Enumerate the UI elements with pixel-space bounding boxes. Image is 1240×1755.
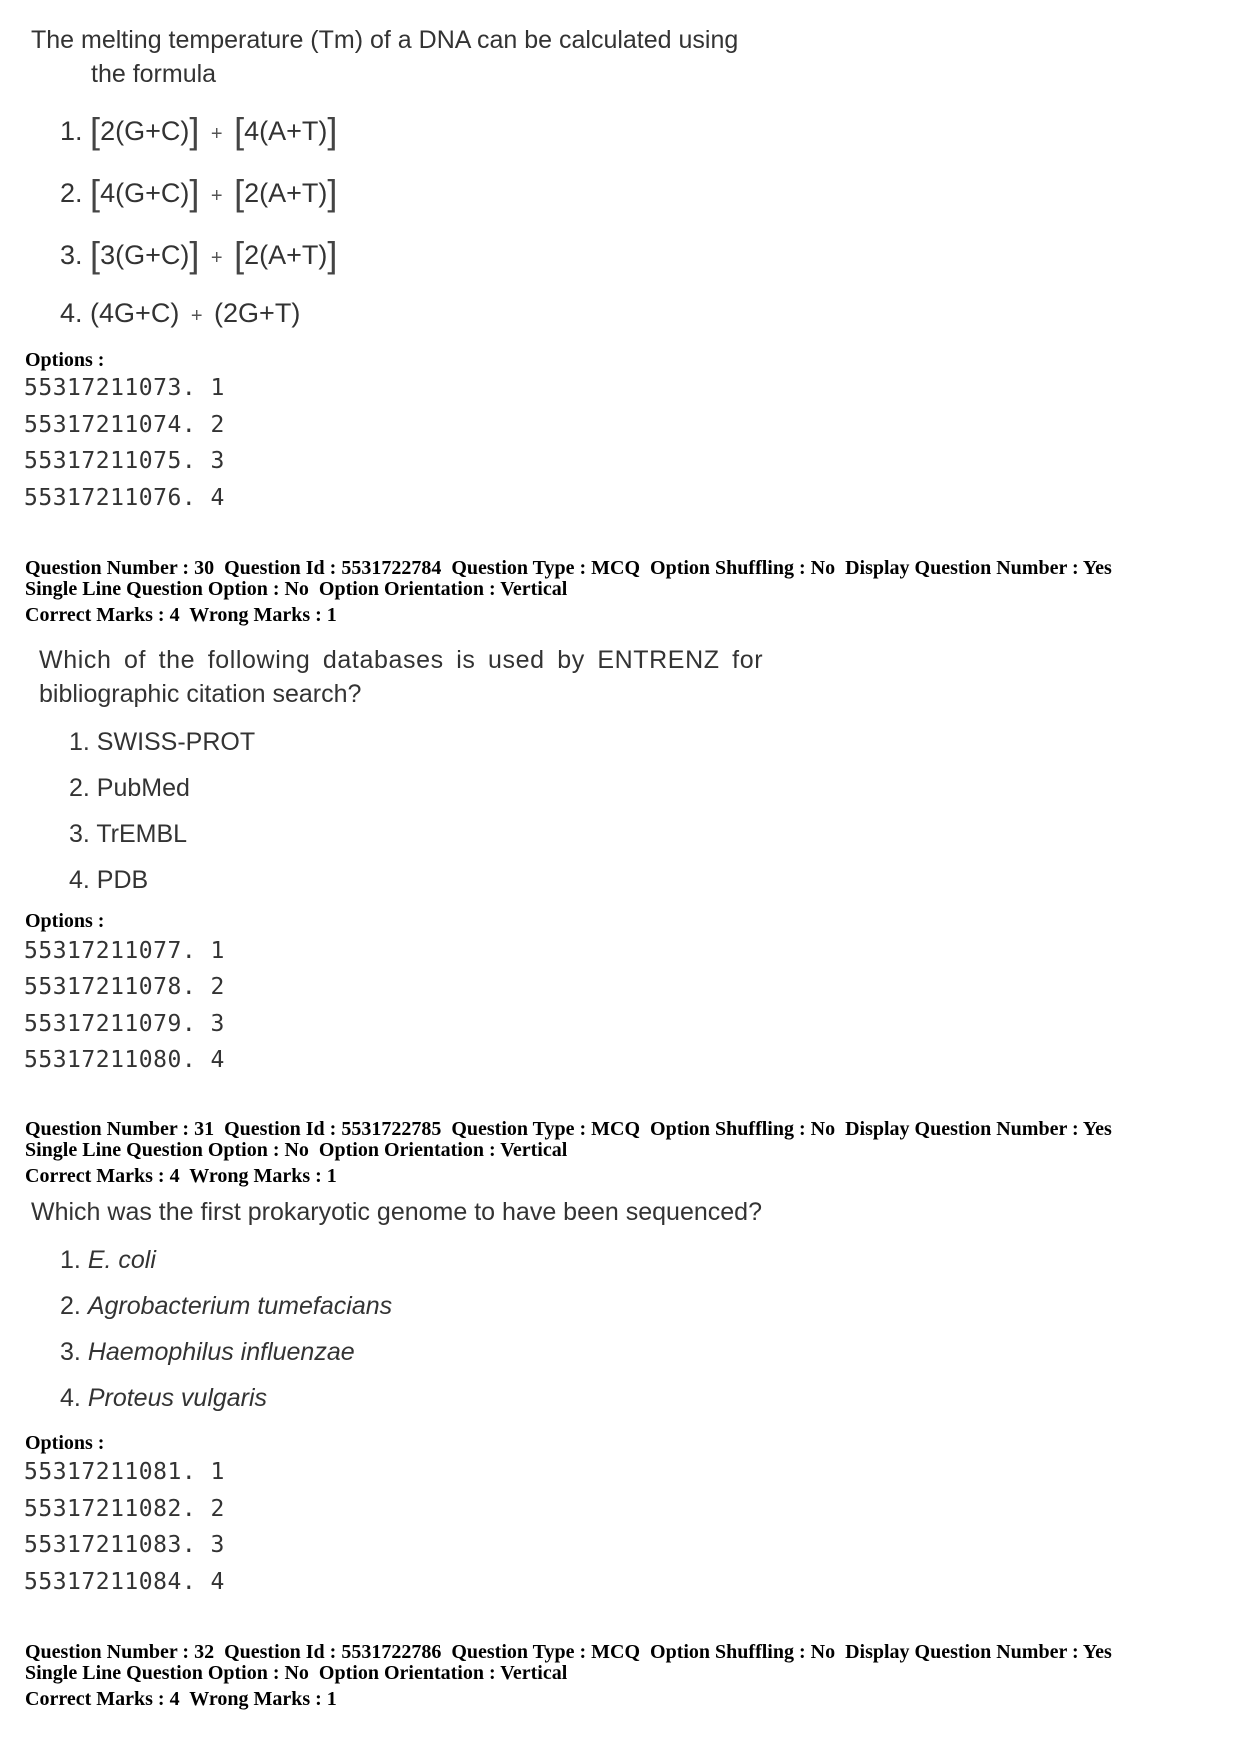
q29-choice-2: 2. [4(G+C)] + [2(A+T)]: [60, 172, 338, 213]
q29-option-1: 55317211073. 1: [24, 375, 225, 401]
q31-meta-line2: Single Line Question Option : No Option Orientation : Vertical: [25, 1139, 568, 1161]
q32-meta-line1: Question Number : 32 Question Id : 5531722786 Question Type : MCQ Option Shuffling : No Display Question Number : Yes: [25, 1641, 1112, 1663]
q30-option-3: 55317211079. 3: [24, 1011, 225, 1037]
q29-choice-3: 3. [3(G+C)] + [2(A+T)]: [60, 234, 338, 275]
q30-choice-3: 3. TrEMBL: [69, 820, 188, 848]
q30-question-line1: Which of the following databases is used by ENTRENZ for: [39, 646, 764, 674]
q30-option-2: 55317211078. 2: [24, 974, 225, 1000]
q31-choice-3: 3. Haemophilus influenzae: [60, 1338, 355, 1366]
q30-marks: Correct Marks : 4 Wrong Marks : 1: [25, 604, 337, 626]
q31-options-label: Options :: [25, 1432, 105, 1454]
q30-option-4: 55317211080. 4: [24, 1047, 225, 1073]
q31-choice-1-name: E. coli: [87, 1246, 156, 1274]
q29-choice-4: 4. (4G+C) + (2G+T): [60, 298, 301, 328]
q29-question-line2: the formula: [91, 60, 217, 88]
q31-choice-4-name: Proteus vulgaris: [87, 1384, 268, 1412]
q30-choice-2: 2. PubMed: [69, 774, 190, 802]
q31-meta-line1: Question Number : 31 Question Id : 5531722785 Question Type : MCQ Option Shuffling : No Display Question Number : Yes: [25, 1118, 1112, 1140]
q30-options-label: Options :: [25, 910, 105, 932]
q31-option-4: 55317211084. 4: [24, 1569, 225, 1595]
q31-option-3: 55317211083. 3: [24, 1532, 225, 1558]
q30-meta-line1: Question Number : 30 Question Id : 5531722784 Question Type : MCQ Option Shuffling : No Display Question Number : Yes: [25, 557, 1112, 579]
q29-options-label: Options :: [25, 349, 105, 371]
q29-question-line1: The melting temperature (Tm) of a DNA can be calculated using: [31, 26, 739, 54]
q29-option-3: 55317211075. 3: [24, 448, 225, 474]
q31-choice-4: 4. Proteus vulgaris: [60, 1384, 268, 1412]
q31-choice-1: 1. E. coli: [60, 1246, 156, 1274]
q31-question: Which was the first prokaryotic genome to have been sequenced?: [31, 1198, 762, 1226]
q30-question-line2: bibliographic citation search?: [39, 680, 362, 708]
q31-option-2: 55317211082. 2: [24, 1496, 225, 1522]
q31-choice-2-name: Agrobacterium tumefacians: [87, 1292, 393, 1320]
q31-choice-3-name: Haemophilus influenzae: [87, 1338, 355, 1366]
q29-option-4: 55317211076. 4: [24, 485, 225, 511]
q29-option-2: 55317211074. 2: [24, 412, 225, 438]
q32-meta-line2: Single Line Question Option : No Option Orientation : Vertical: [25, 1662, 568, 1684]
q32-marks: Correct Marks : 4 Wrong Marks : 1: [25, 1688, 337, 1710]
q29-choice-1: 1. [2(G+C)] + [4(A+T)]: [60, 110, 338, 151]
q31-option-1: 55317211081. 1: [24, 1459, 225, 1485]
q31-choice-2: 2. Agrobacterium tumefacians: [60, 1292, 393, 1320]
q30-meta-line2: Single Line Question Option : No Option Orientation : Vertical: [25, 578, 568, 600]
q31-marks: Correct Marks : 4 Wrong Marks : 1: [25, 1165, 337, 1187]
q30-option-1: 55317211077. 1: [24, 938, 225, 964]
q30-choice-1: 1. SWISS-PROT: [69, 728, 256, 756]
q30-choice-4: 4. PDB: [69, 866, 149, 894]
